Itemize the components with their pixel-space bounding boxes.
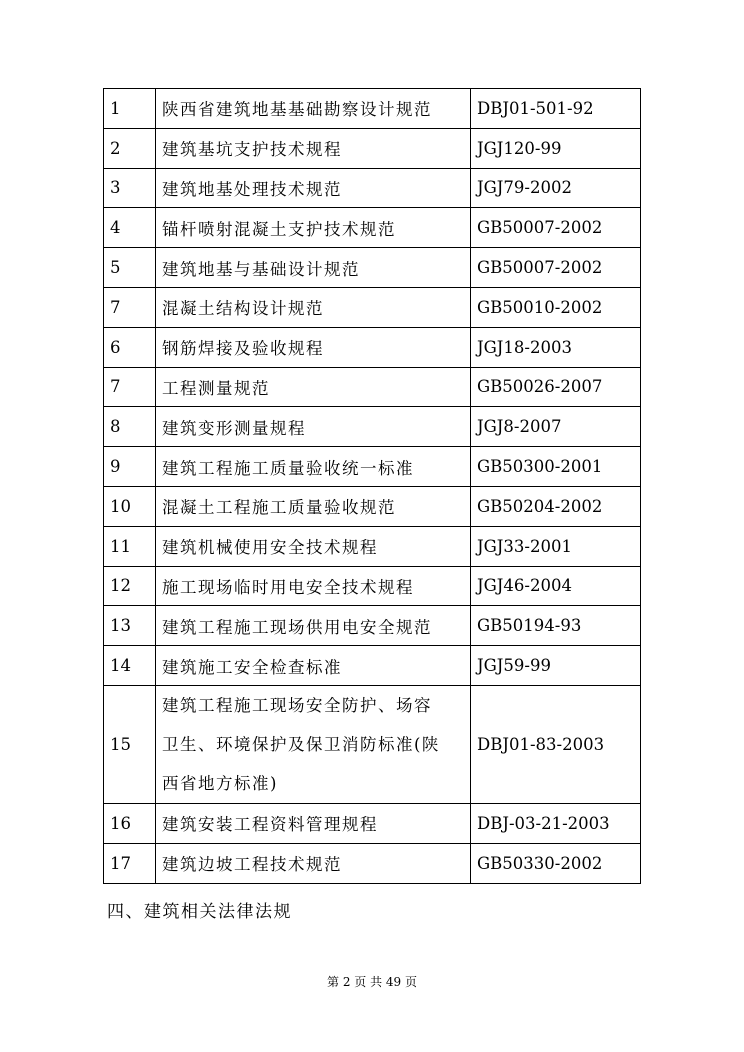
row-number: 7 bbox=[104, 367, 156, 407]
standard-name: 建筑工程施工现场供用电安全规范 bbox=[156, 606, 471, 646]
table-row bbox=[104, 287, 641, 327]
standard-name: 建筑地基与基础设计规范 bbox=[156, 248, 471, 288]
row-number: 7 bbox=[104, 287, 156, 327]
row-number: 13 bbox=[104, 606, 156, 646]
row-number: 3 bbox=[104, 168, 156, 208]
standard-name: 混凝土工程施工质量验收规范 bbox=[156, 486, 471, 526]
standard-name: 建筑工程施工质量验收统一标准 bbox=[156, 447, 471, 487]
table-row bbox=[104, 407, 641, 447]
page-footer: 第 2 页 共 49 页 bbox=[327, 975, 417, 989]
standards-table bbox=[103, 88, 641, 884]
table-row bbox=[104, 803, 641, 843]
section-heading: 四、建筑相关法律法规 bbox=[107, 902, 292, 922]
standard-name: 施工现场临时用电安全技术规程 bbox=[156, 566, 471, 606]
standard-name: 建筑变形测量规程 bbox=[156, 407, 471, 447]
standard-code: GB50010-2002 bbox=[471, 287, 641, 327]
row-number: 8 bbox=[104, 407, 156, 447]
standard-code: GB50300-2001 bbox=[471, 447, 641, 487]
row-number: 14 bbox=[104, 646, 156, 686]
standard-name: 钢筋焊接及验收规程 bbox=[156, 327, 471, 367]
standard-name: 建筑地基处理技术规范 bbox=[156, 168, 471, 208]
table-row bbox=[104, 89, 641, 129]
standard-name: 建筑基坑支护技术规程 bbox=[156, 128, 471, 168]
standard-name-line: 建筑工程施工现场安全防护、场容 bbox=[162, 695, 432, 715]
row-number: 17 bbox=[104, 843, 156, 883]
row-number: 12 bbox=[104, 566, 156, 606]
standard-name: 建筑安装工程资料管理规程 bbox=[156, 803, 471, 843]
standard-code: GB50026-2007 bbox=[471, 367, 641, 407]
standard-name: 建筑施工安全检查标准 bbox=[156, 646, 471, 686]
table-row bbox=[104, 248, 641, 288]
standard-name: 建筑边坡工程技术规范 bbox=[156, 843, 471, 883]
standard-name: 混凝土结构设计规范 bbox=[156, 287, 471, 327]
standard-name: 陕西省建筑地基基础勘察设计规范 bbox=[156, 89, 471, 129]
row-number: 4 bbox=[104, 208, 156, 248]
table-row bbox=[104, 128, 641, 168]
row-number: 10 bbox=[104, 486, 156, 526]
standard-code: GB50007-2002 bbox=[471, 248, 641, 288]
standard-code: JGJ120-99 bbox=[471, 128, 641, 168]
row-number: 6 bbox=[104, 327, 156, 367]
table-row bbox=[104, 447, 641, 487]
standard-code: DBJ01-501-92 bbox=[471, 89, 641, 129]
table-row bbox=[104, 606, 641, 646]
table-row bbox=[104, 646, 641, 686]
standard-code: JGJ18-2003 bbox=[471, 327, 641, 367]
row-number: 16 bbox=[104, 803, 156, 843]
standard-name: 锚杆喷射混凝土支护技术规范 bbox=[156, 208, 471, 248]
row-number: 9 bbox=[104, 447, 156, 487]
standard-code: DBJ-03-21-2003 bbox=[471, 803, 641, 843]
table-row bbox=[104, 566, 641, 606]
standard-name-line: 西省地方标准) bbox=[162, 773, 278, 793]
table-row bbox=[104, 367, 641, 407]
standard-code: GB50007-2002 bbox=[471, 208, 641, 248]
standard-name: 建筑机械使用安全技术规程 bbox=[156, 526, 471, 566]
standard-name: 工程测量规范 bbox=[156, 367, 471, 407]
standard-code: JGJ59-99 bbox=[471, 646, 641, 686]
table-row bbox=[104, 843, 641, 883]
table-row bbox=[104, 327, 641, 367]
standard-name-line: 卫生、环境保护及保卫消防标准(陕 bbox=[162, 734, 440, 754]
standard-code: GB50330-2002 bbox=[471, 843, 641, 883]
table-row bbox=[104, 526, 641, 566]
row-number: 11 bbox=[104, 526, 156, 566]
standard-code: GB50194-93 bbox=[471, 606, 641, 646]
row-number: 1 bbox=[104, 89, 156, 129]
standard-code: JGJ79-2002 bbox=[471, 168, 641, 208]
table-row bbox=[104, 168, 641, 208]
standard-name bbox=[156, 685, 471, 803]
standard-code: DBJ01-83-2003 bbox=[471, 685, 641, 803]
table-row bbox=[104, 208, 641, 248]
table-row bbox=[104, 486, 641, 526]
row-number: 2 bbox=[104, 128, 156, 168]
row-number: 5 bbox=[104, 248, 156, 288]
table-row bbox=[104, 685, 641, 803]
standard-code: JGJ46-2004 bbox=[471, 566, 641, 606]
standard-code: GB50204-2002 bbox=[471, 486, 641, 526]
row-number: 15 bbox=[104, 685, 156, 803]
standard-code: JGJ8-2007 bbox=[471, 407, 641, 447]
standard-code: JGJ33-2001 bbox=[471, 526, 641, 566]
